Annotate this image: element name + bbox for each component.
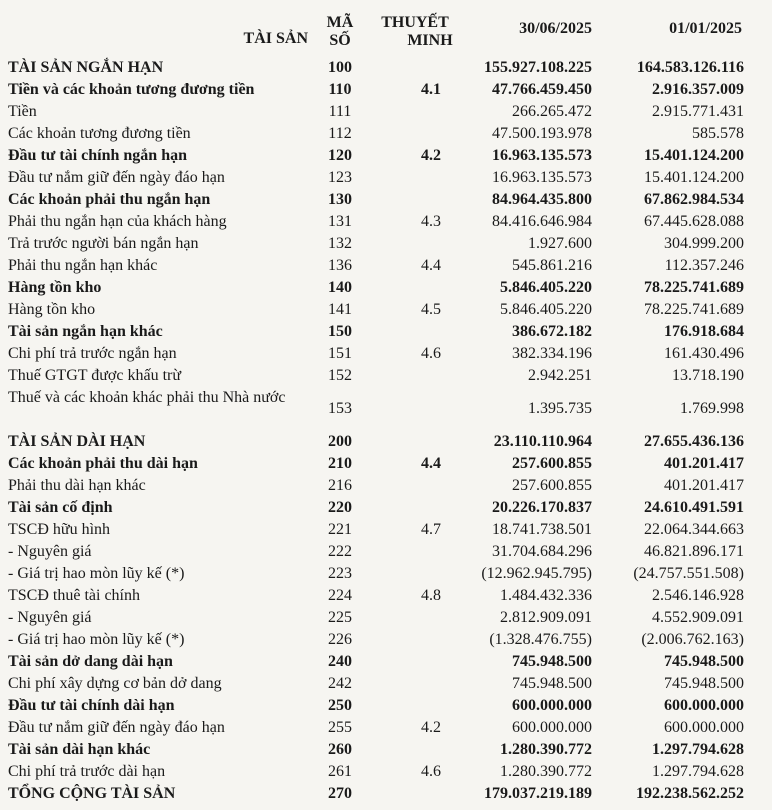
row-code: 216 xyxy=(328,477,352,494)
row-value-2025-01-01: 78.225.741.689 xyxy=(644,279,744,296)
row-name: Tài sản ngắn hạn khác xyxy=(8,323,163,340)
row-value-2025-01-01: 78.225.741.689 xyxy=(644,301,744,318)
row-code: 260 xyxy=(328,741,352,758)
row-value-2025-01-01: 1.297.794.628 xyxy=(652,763,744,780)
row-code: 261 xyxy=(328,763,352,780)
row-value-2025-01-01: 600.000.000 xyxy=(664,719,744,736)
row-value-2025-01-01: 24.610.491.591 xyxy=(644,499,744,516)
table-row xyxy=(0,101,772,123)
row-code: 136 xyxy=(328,257,352,274)
row-value-2025-01-01: 46.821.896.171 xyxy=(644,543,744,560)
table-row xyxy=(0,123,772,145)
row-value-2025-01-01: 585.578 xyxy=(692,125,744,142)
row-name: Thuế GTGT được khấu trừ xyxy=(8,367,182,384)
note-header-line1: THUYẾT xyxy=(381,14,449,31)
table-row xyxy=(0,255,772,277)
row-value-2025-01-01: 192.238.562.252 xyxy=(636,785,744,802)
code-header-line2: SỐ xyxy=(329,32,351,49)
table-row xyxy=(0,783,772,805)
row-value-2025-06-30: 600.000.000 xyxy=(512,697,592,714)
row-name: Tài sản dài hạn khác xyxy=(8,741,151,758)
table-row xyxy=(0,211,772,233)
row-name: Chi phí xây dựng cơ bản dở dang xyxy=(8,675,222,692)
row-name: Phải thu ngắn hạn của khách hàng xyxy=(8,213,227,230)
row-code: 221 xyxy=(328,521,352,538)
row-name: Tài sản dở dang dài hạn xyxy=(8,653,173,670)
table-row xyxy=(0,541,772,563)
row-note: 4.6 xyxy=(421,763,441,780)
row-value-2025-01-01: (24.757.551.508) xyxy=(633,565,744,582)
row-code: 110 xyxy=(328,81,352,98)
table-row xyxy=(0,387,772,431)
row-value-2025-06-30: 1.280.390.772 xyxy=(500,741,592,758)
table-row xyxy=(0,145,772,167)
row-value-2025-06-30: 545.861.216 xyxy=(512,257,592,274)
row-value-2025-06-30: 1.484.432.336 xyxy=(500,587,592,604)
row-value-2025-01-01: 2.546.146.928 xyxy=(652,587,744,604)
row-value-2025-01-01: 1.769.998 xyxy=(680,400,744,417)
table-row xyxy=(0,475,772,497)
row-code: 226 xyxy=(328,631,352,648)
row-value-2025-06-30: 5.846.405.220 xyxy=(500,301,592,318)
row-name: Tiền xyxy=(8,103,37,120)
row-code: 242 xyxy=(328,675,352,692)
row-value-2025-06-30: (1.328.476.755) xyxy=(489,631,592,648)
note-header xyxy=(360,14,470,50)
table-row xyxy=(0,365,772,387)
row-code: 210 xyxy=(328,455,352,472)
row-value-2025-01-01: 401.201.417 xyxy=(664,477,744,494)
row-code: 200 xyxy=(328,433,352,450)
row-name: Phải thu dài hạn khác xyxy=(8,477,146,494)
row-note: 4.8 xyxy=(421,587,441,604)
row-value-2025-01-01: 2.916.357.009 xyxy=(652,81,744,98)
row-value-2025-01-01: 176.918.684 xyxy=(664,323,744,340)
row-code: 130 xyxy=(328,191,352,208)
table-row xyxy=(0,585,772,607)
row-value-2025-06-30: 2.812.909.091 xyxy=(500,609,592,626)
row-value-2025-06-30: 84.416.646.984 xyxy=(492,213,592,230)
row-value-2025-01-01: 15.401.124.200 xyxy=(644,169,744,186)
row-name: TÀI SẢN DÀI HẠN xyxy=(8,433,146,450)
table-row xyxy=(0,739,772,761)
row-value-2025-01-01: 164.583.126.116 xyxy=(636,59,744,76)
row-name: - Giá trị hao mòn lũy kế (*) xyxy=(8,631,185,648)
row-name: - Nguyên giá xyxy=(8,543,92,560)
table-row xyxy=(0,519,772,541)
row-value-2025-06-30: 47.500.193.978 xyxy=(492,125,592,142)
row-value-2025-06-30: 382.334.196 xyxy=(512,345,592,362)
row-value-2025-01-01: 304.999.200 xyxy=(664,235,744,252)
row-name: Tài sản cố định xyxy=(8,499,113,516)
row-value-2025-06-30: 18.741.738.501 xyxy=(492,521,592,538)
table-row xyxy=(0,431,772,453)
row-value-2025-06-30: 1.395.735 xyxy=(528,400,592,417)
row-value-2025-01-01: 22.064.344.663 xyxy=(644,521,744,538)
row-name: Chi phí trả trước ngắn hạn xyxy=(8,345,177,362)
row-note: 4.5 xyxy=(421,301,441,318)
table-row xyxy=(0,189,772,211)
row-name: TÀI SẢN NGẮN HẠN xyxy=(8,59,164,76)
row-value-2025-06-30: 745.948.500 xyxy=(512,675,592,692)
row-value-2025-06-30: 1.280.390.772 xyxy=(500,763,592,780)
row-name: Các khoản phải thu ngắn hạn xyxy=(8,191,211,208)
note-header-line2: MINH xyxy=(407,32,453,49)
row-code: 131 xyxy=(328,213,352,230)
row-value-2025-06-30: 386.672.182 xyxy=(512,323,592,340)
row-name: Đầu tư tài chính ngắn hạn xyxy=(8,147,187,164)
code-header-line1: MÃ xyxy=(326,14,354,31)
row-note: 4.7 xyxy=(421,521,441,538)
row-value-2025-06-30: 16.963.135.573 xyxy=(492,169,592,186)
row-name: Các khoản tương đương tiền xyxy=(8,125,191,142)
table-row xyxy=(0,453,772,475)
row-name: Thuế và các khoản khác phải thu Nhà nước xyxy=(8,389,286,406)
row-value-2025-06-30: 16.963.135.573 xyxy=(492,147,592,164)
row-name: Chi phí trả trước dài hạn xyxy=(8,763,166,780)
row-value-2025-06-30: 84.964.435.800 xyxy=(492,191,592,208)
row-note: 4.2 xyxy=(421,719,441,736)
row-value-2025-01-01: 401.201.417 xyxy=(664,455,744,472)
row-note: 4.6 xyxy=(421,345,441,362)
row-name: Hàng tồn kho xyxy=(8,279,102,296)
row-code: 240 xyxy=(328,653,352,670)
assets-header: TÀI SẢN xyxy=(243,30,308,47)
row-value-2025-01-01: 27.655.436.136 xyxy=(644,433,744,450)
row-value-2025-06-30: 266.265.472 xyxy=(512,103,592,120)
row-name: Trả trước người bán ngắn hạn xyxy=(8,235,199,252)
row-value-2025-06-30: (12.962.945.795) xyxy=(481,565,592,582)
row-value-2025-06-30: 600.000.000 xyxy=(512,719,592,736)
row-value-2025-06-30: 745.948.500 xyxy=(512,653,592,670)
table-row xyxy=(0,321,772,343)
row-code: 220 xyxy=(328,499,352,516)
row-value-2025-01-01: 13.718.190 xyxy=(672,367,744,384)
table-row xyxy=(0,607,772,629)
table-row xyxy=(0,57,772,79)
row-code: 111 xyxy=(328,103,352,120)
row-code: 100 xyxy=(328,59,352,76)
row-value-2025-01-01: 161.430.496 xyxy=(664,345,744,362)
row-code: 250 xyxy=(328,697,352,714)
row-value-2025-06-30: 257.600.855 xyxy=(512,455,592,472)
row-code: 140 xyxy=(328,279,352,296)
table-row xyxy=(0,563,772,585)
row-code: 222 xyxy=(328,543,352,560)
row-value-2025-06-30: 1.927.600 xyxy=(528,235,592,252)
row-code: 112 xyxy=(328,125,352,142)
code-header xyxy=(316,14,364,50)
row-name: TSCĐ hữu hình xyxy=(8,521,111,538)
row-value-2025-01-01: (2.006.762.163) xyxy=(641,631,744,648)
row-code: 224 xyxy=(328,587,352,604)
row-code: 152 xyxy=(328,367,352,384)
row-name: Phải thu ngắn hạn khác xyxy=(8,257,158,274)
date1-header: 30/06/2025 xyxy=(519,20,592,37)
row-name: Tiền và các khoản tương đương tiền xyxy=(8,81,255,98)
row-note: 4.4 xyxy=(421,257,441,274)
row-value-2025-01-01: 112.357.246 xyxy=(664,257,744,274)
row-value-2025-01-01: 4.552.909.091 xyxy=(652,609,744,626)
row-value-2025-01-01: 15.401.124.200 xyxy=(644,147,744,164)
table-row xyxy=(0,673,772,695)
row-name: Các khoản phải thu dài hạn xyxy=(8,455,198,472)
row-name: - Nguyên giá xyxy=(8,609,92,626)
row-value-2025-01-01: 745.948.500 xyxy=(664,675,744,692)
row-code: 270 xyxy=(328,785,352,802)
row-code: 151 xyxy=(328,345,352,362)
table-row xyxy=(0,343,772,365)
table-row xyxy=(0,233,772,255)
table-row xyxy=(0,277,772,299)
row-code: 120 xyxy=(328,147,352,164)
row-name: Đầu tư tài chính dài hạn xyxy=(8,697,175,714)
row-value-2025-06-30: 2.942.251 xyxy=(528,367,592,384)
row-value-2025-01-01: 600.000.000 xyxy=(664,697,744,714)
row-name: Đầu tư nắm giữ đến ngày đáo hạn xyxy=(8,719,225,736)
row-code: 132 xyxy=(328,235,352,252)
row-note: 4.4 xyxy=(421,455,441,472)
table-row xyxy=(0,717,772,739)
table-row xyxy=(0,167,772,189)
table-row xyxy=(0,761,772,783)
table-row xyxy=(0,79,772,101)
row-name: Hàng tồn kho xyxy=(8,301,96,318)
table-row xyxy=(0,497,772,519)
row-value-2025-06-30: 23.110.110.964 xyxy=(493,433,592,450)
table-row xyxy=(0,695,772,717)
row-value-2025-06-30: 31.704.684.296 xyxy=(492,543,592,560)
row-name: TỔNG CỘNG TÀI SẢN xyxy=(8,785,176,802)
row-code: 141 xyxy=(328,301,352,318)
row-value-2025-01-01: 1.297.794.628 xyxy=(652,741,744,758)
row-code: 150 xyxy=(328,323,352,340)
row-value-2025-01-01: 745.948.500 xyxy=(664,653,744,670)
row-value-2025-01-01: 67.862.984.534 xyxy=(644,191,744,208)
row-name: TSCĐ thuê tài chính xyxy=(8,587,140,604)
row-value-2025-06-30: 179.037.219.189 xyxy=(484,785,592,802)
row-name: - Giá trị hao mòn lũy kế (*) xyxy=(8,565,185,582)
row-name: Đầu tư nắm giữ đến ngày đáo hạn xyxy=(8,169,225,186)
row-value-2025-06-30: 20.226.170.837 xyxy=(492,499,592,516)
row-note: 4.1 xyxy=(421,81,441,98)
table-row xyxy=(0,651,772,673)
row-value-2025-06-30: 155.927.108.225 xyxy=(484,59,592,76)
date2-header: 01/01/2025 xyxy=(669,20,742,37)
row-value-2025-06-30: 47.766.459.450 xyxy=(492,81,592,98)
table-row xyxy=(0,629,772,651)
row-value-2025-01-01: 2.915.771.431 xyxy=(652,103,744,120)
row-value-2025-06-30: 257.600.855 xyxy=(512,477,592,494)
row-code: 153 xyxy=(328,400,352,417)
row-code: 225 xyxy=(328,609,352,626)
row-value-2025-01-01: 67.445.628.088 xyxy=(644,213,744,230)
row-code: 223 xyxy=(328,565,352,582)
row-code: 123 xyxy=(328,169,352,186)
table-row xyxy=(0,299,772,321)
row-value-2025-06-30: 5.846.405.220 xyxy=(500,279,592,296)
row-note: 4.3 xyxy=(421,213,441,230)
row-note: 4.2 xyxy=(421,147,441,164)
row-code: 255 xyxy=(328,719,352,736)
